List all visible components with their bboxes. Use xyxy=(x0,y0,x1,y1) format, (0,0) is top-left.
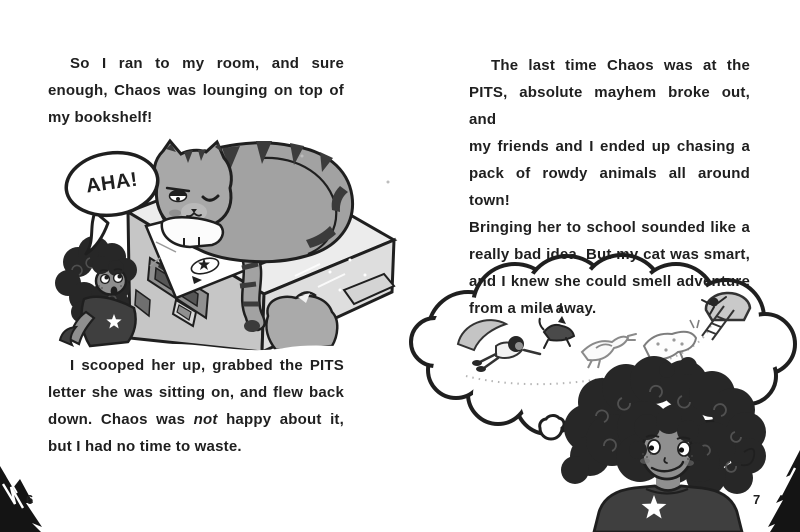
text-line: So I ran to my room, and sure xyxy=(70,55,344,72)
right-page-paragraph-1 xyxy=(469,52,750,322)
text-line: really bad idea. But my cat was smart, xyxy=(469,246,750,263)
text-line: my friends and I ended up chasing a xyxy=(469,138,750,155)
text-line: Bringing her to school sounded like a xyxy=(469,219,750,236)
text-line: The last time Chaos was at the xyxy=(491,57,750,74)
peeking-girl xyxy=(55,236,137,346)
text-line: pack of rowdy animals all around town! xyxy=(469,165,750,209)
text-line: letter she was sitting on, and flew back xyxy=(48,384,344,401)
left-page-paragraph-2 xyxy=(48,352,344,460)
left-page-paragraph-1 xyxy=(48,50,344,131)
speech-bubble-text: AHA! xyxy=(84,168,140,198)
text-line: I scooped her up, grabbed the PITS xyxy=(70,357,344,374)
corner-mountain-left xyxy=(0,466,42,532)
text-line: my bookshelf! xyxy=(48,109,153,126)
text-line: but I had no time to waste. xyxy=(48,438,242,455)
text-line: from a mile away. xyxy=(469,300,597,317)
text-line: PITS, absolute mayhem broke out, and xyxy=(469,84,750,128)
corner-mountain-right xyxy=(768,450,800,532)
page-number-left: 6 xyxy=(26,492,34,507)
text-line: and I knew she could smell adventure xyxy=(469,273,750,290)
text-line: down. Chaos was not happy about it, xyxy=(48,411,344,428)
text-line: enough, Chaos was lounging on top of xyxy=(48,82,344,99)
page-number-right: 7 xyxy=(753,492,761,507)
